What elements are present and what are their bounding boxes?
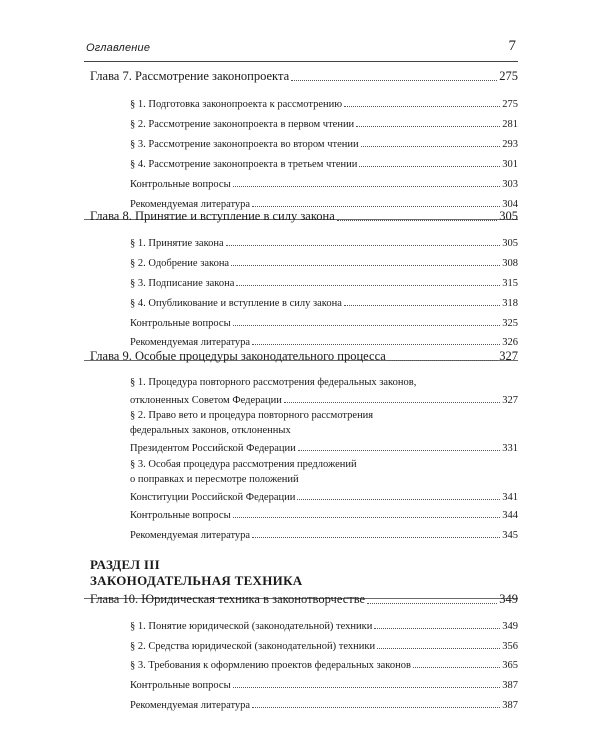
toc-entry[interactable]	[130, 618, 518, 632]
toc-entry[interactable]	[130, 295, 518, 309]
toc-page-number: 315	[502, 278, 518, 289]
toc-page-number: 365	[502, 660, 518, 671]
dot-leader	[344, 305, 500, 306]
toc-entry-title: § 1. Понятие юридической (законодательной) техники	[130, 621, 373, 632]
toc-entry[interactable]	[130, 136, 518, 150]
toc-page-number: 301	[502, 159, 518, 170]
toc-page-number: 349	[502, 621, 518, 632]
toc-chapter-title: Глава 10. Юридическая техника в законотворчестве	[90, 592, 366, 606]
toc-page-number: 308	[502, 258, 518, 269]
dot-leader	[367, 603, 497, 604]
toc-entry-literature[interactable]	[130, 697, 518, 711]
toc-page-number: 275	[499, 69, 518, 83]
toc-chapter-title: Глава 8. Принятие и вступление в силу закона	[90, 209, 335, 223]
dot-leader	[233, 325, 501, 326]
dot-leader	[252, 344, 500, 345]
dot-leader	[361, 146, 501, 147]
toc-chapter-9[interactable]	[90, 350, 518, 364]
page-number: 7	[508, 38, 516, 54]
dot-leader	[236, 285, 500, 286]
toc-entry-title: § 2. Средства юридической (законодательной) техники	[130, 641, 376, 652]
toc-entry[interactable]	[130, 440, 518, 454]
toc-entry-questions[interactable]	[130, 677, 518, 691]
dot-leader	[252, 537, 500, 538]
toc-entry-line: § 3. Особая процедура рассмотрения предложений	[130, 459, 357, 470]
toc-page-number: 387	[502, 680, 518, 691]
toc-entry-title: отклоненных Советом Федерации	[130, 395, 282, 406]
toc-page-number: 356	[502, 641, 518, 652]
toc-entry-title: § 2. Рассмотрение законопроекта в первом чтении	[130, 119, 355, 130]
toc-entry-title: Контрольные вопросы	[130, 318, 231, 329]
toc-page-number: 281	[502, 119, 518, 130]
toc-entry-title: Контрольные вопросы	[130, 179, 231, 190]
toc-entry-questions[interactable]	[130, 315, 518, 329]
toc-entry[interactable]	[130, 275, 518, 289]
toc-page-number: 325	[502, 318, 518, 329]
toc-page-number: 305	[499, 209, 518, 223]
toc-entry-line: федеральных законов, отклоненных	[130, 425, 291, 436]
toc-entry-title: Контрольные вопросы	[130, 510, 231, 521]
header-rule	[84, 61, 518, 62]
toc-page-number: 305	[502, 238, 518, 249]
dot-leader	[298, 450, 501, 451]
dot-leader	[233, 186, 501, 187]
toc-entry[interactable]	[130, 638, 518, 652]
toc-chapter-title: Глава 7. Рассмотрение законопроекта	[90, 69, 290, 83]
toc-entry-title: § 2. Одобрение закона	[130, 258, 230, 269]
toc-page-number: 326	[502, 337, 518, 348]
dot-leader	[226, 245, 501, 246]
dot-leader	[233, 517, 501, 518]
toc-entry-literature[interactable]	[130, 527, 518, 541]
toc-page-number: 318	[502, 298, 518, 309]
dot-leader	[291, 80, 497, 81]
dot-leader	[252, 206, 500, 207]
toc-entry-title: Контрольные вопросы	[130, 680, 231, 691]
toc-page-number: 327	[502, 395, 518, 406]
toc-page-number: 341	[502, 492, 518, 503]
toc-page-number: 344	[502, 510, 518, 521]
toc-entry[interactable]	[130, 489, 518, 503]
toc-entry-title: § 4. Рассмотрение законопроекта в третьем чтении	[130, 159, 358, 170]
toc-page-number: 303	[502, 179, 518, 190]
toc-entry-title: Рекомендуемая литература	[130, 530, 251, 541]
toc-entry[interactable]	[130, 392, 518, 406]
toc-entry[interactable]	[130, 255, 518, 269]
toc-entry[interactable]	[130, 235, 518, 249]
toc-entry-line: о поправках и пересмотре положений	[130, 474, 299, 485]
toc-entry-title: § 1. Подготовка законопроекта к рассмотрению	[130, 99, 343, 110]
toc-chapter-7[interactable]	[90, 70, 518, 84]
dot-leader	[297, 499, 500, 500]
toc-entry-title: Рекомендуемая литература	[130, 199, 251, 210]
toc-entry-title: § 4. Опубликование и вступление в силу закона	[130, 298, 342, 309]
dot-leader	[374, 628, 500, 629]
toc-entry-questions[interactable]	[130, 176, 518, 190]
toc-entry-title: Рекомендуемая литература	[130, 337, 251, 348]
toc-entry-line: § 1. Процедура повторного рассмотрения федеральных законов,	[130, 377, 417, 388]
toc-entry-literature[interactable]	[130, 196, 518, 210]
toc-page-number: 349	[499, 592, 518, 606]
toc-chapter-8[interactable]	[90, 210, 518, 224]
toc-page-number: 293	[502, 139, 518, 150]
toc-chapter-10[interactable]	[90, 593, 518, 607]
toc-page-number: 275	[502, 99, 518, 110]
dot-leader	[252, 707, 500, 708]
dot-leader	[337, 220, 497, 221]
toc-entry[interactable]	[130, 116, 518, 130]
toc-entry-title: Президентом Российской Федерации	[130, 443, 296, 454]
running-head	[84, 38, 518, 60]
toc-chapter-title: Глава 9. Особые процедуры законодательного процесса	[90, 349, 386, 363]
toc-entry[interactable]	[130, 657, 518, 671]
toc-entry-literature[interactable]	[130, 334, 518, 348]
toc-entry[interactable]	[130, 156, 518, 170]
dot-leader	[344, 106, 500, 107]
dot-leader	[356, 126, 500, 127]
toc-page-number: 327	[499, 349, 518, 363]
dot-leader	[388, 360, 497, 361]
part-title: ЗАКОНОДАТЕЛЬНАЯ ТЕХНИКА	[90, 573, 303, 588]
toc-entry-line: § 2. Право вето и процедура повторного рассмотрения	[130, 410, 374, 421]
toc-page-number: 331	[502, 443, 518, 454]
toc-page-number: 387	[502, 700, 518, 711]
dot-leader	[231, 265, 500, 266]
toc-entry-questions[interactable]	[130, 507, 518, 521]
toc-entry-title: § 3. Рассмотрение законопроекта во втором чтении	[130, 139, 359, 150]
book-page	[84, 0, 518, 750]
dot-leader	[413, 667, 500, 668]
part-label: РАЗДЕЛ III	[90, 557, 160, 572]
toc-entry-title: Конституции Российской Федерации	[130, 492, 296, 503]
running-head-title: Оглавление	[86, 42, 151, 54]
toc-page-number: 304	[502, 199, 518, 210]
toc-entry-title: § 3. Требования к оформлению проектов федеральных законов	[130, 660, 411, 671]
toc-entry[interactable]	[130, 96, 518, 110]
toc-entry-title: § 3. Подписание закона	[130, 278, 235, 289]
dot-leader	[377, 648, 500, 649]
dot-leader	[284, 402, 500, 403]
dot-leader	[359, 166, 500, 167]
toc-entry-title: Рекомендуемая литература	[130, 700, 251, 711]
toc-entry-title: § 1. Принятие закона	[130, 238, 224, 249]
toc-page-number: 345	[502, 530, 518, 541]
dot-leader	[233, 687, 501, 688]
